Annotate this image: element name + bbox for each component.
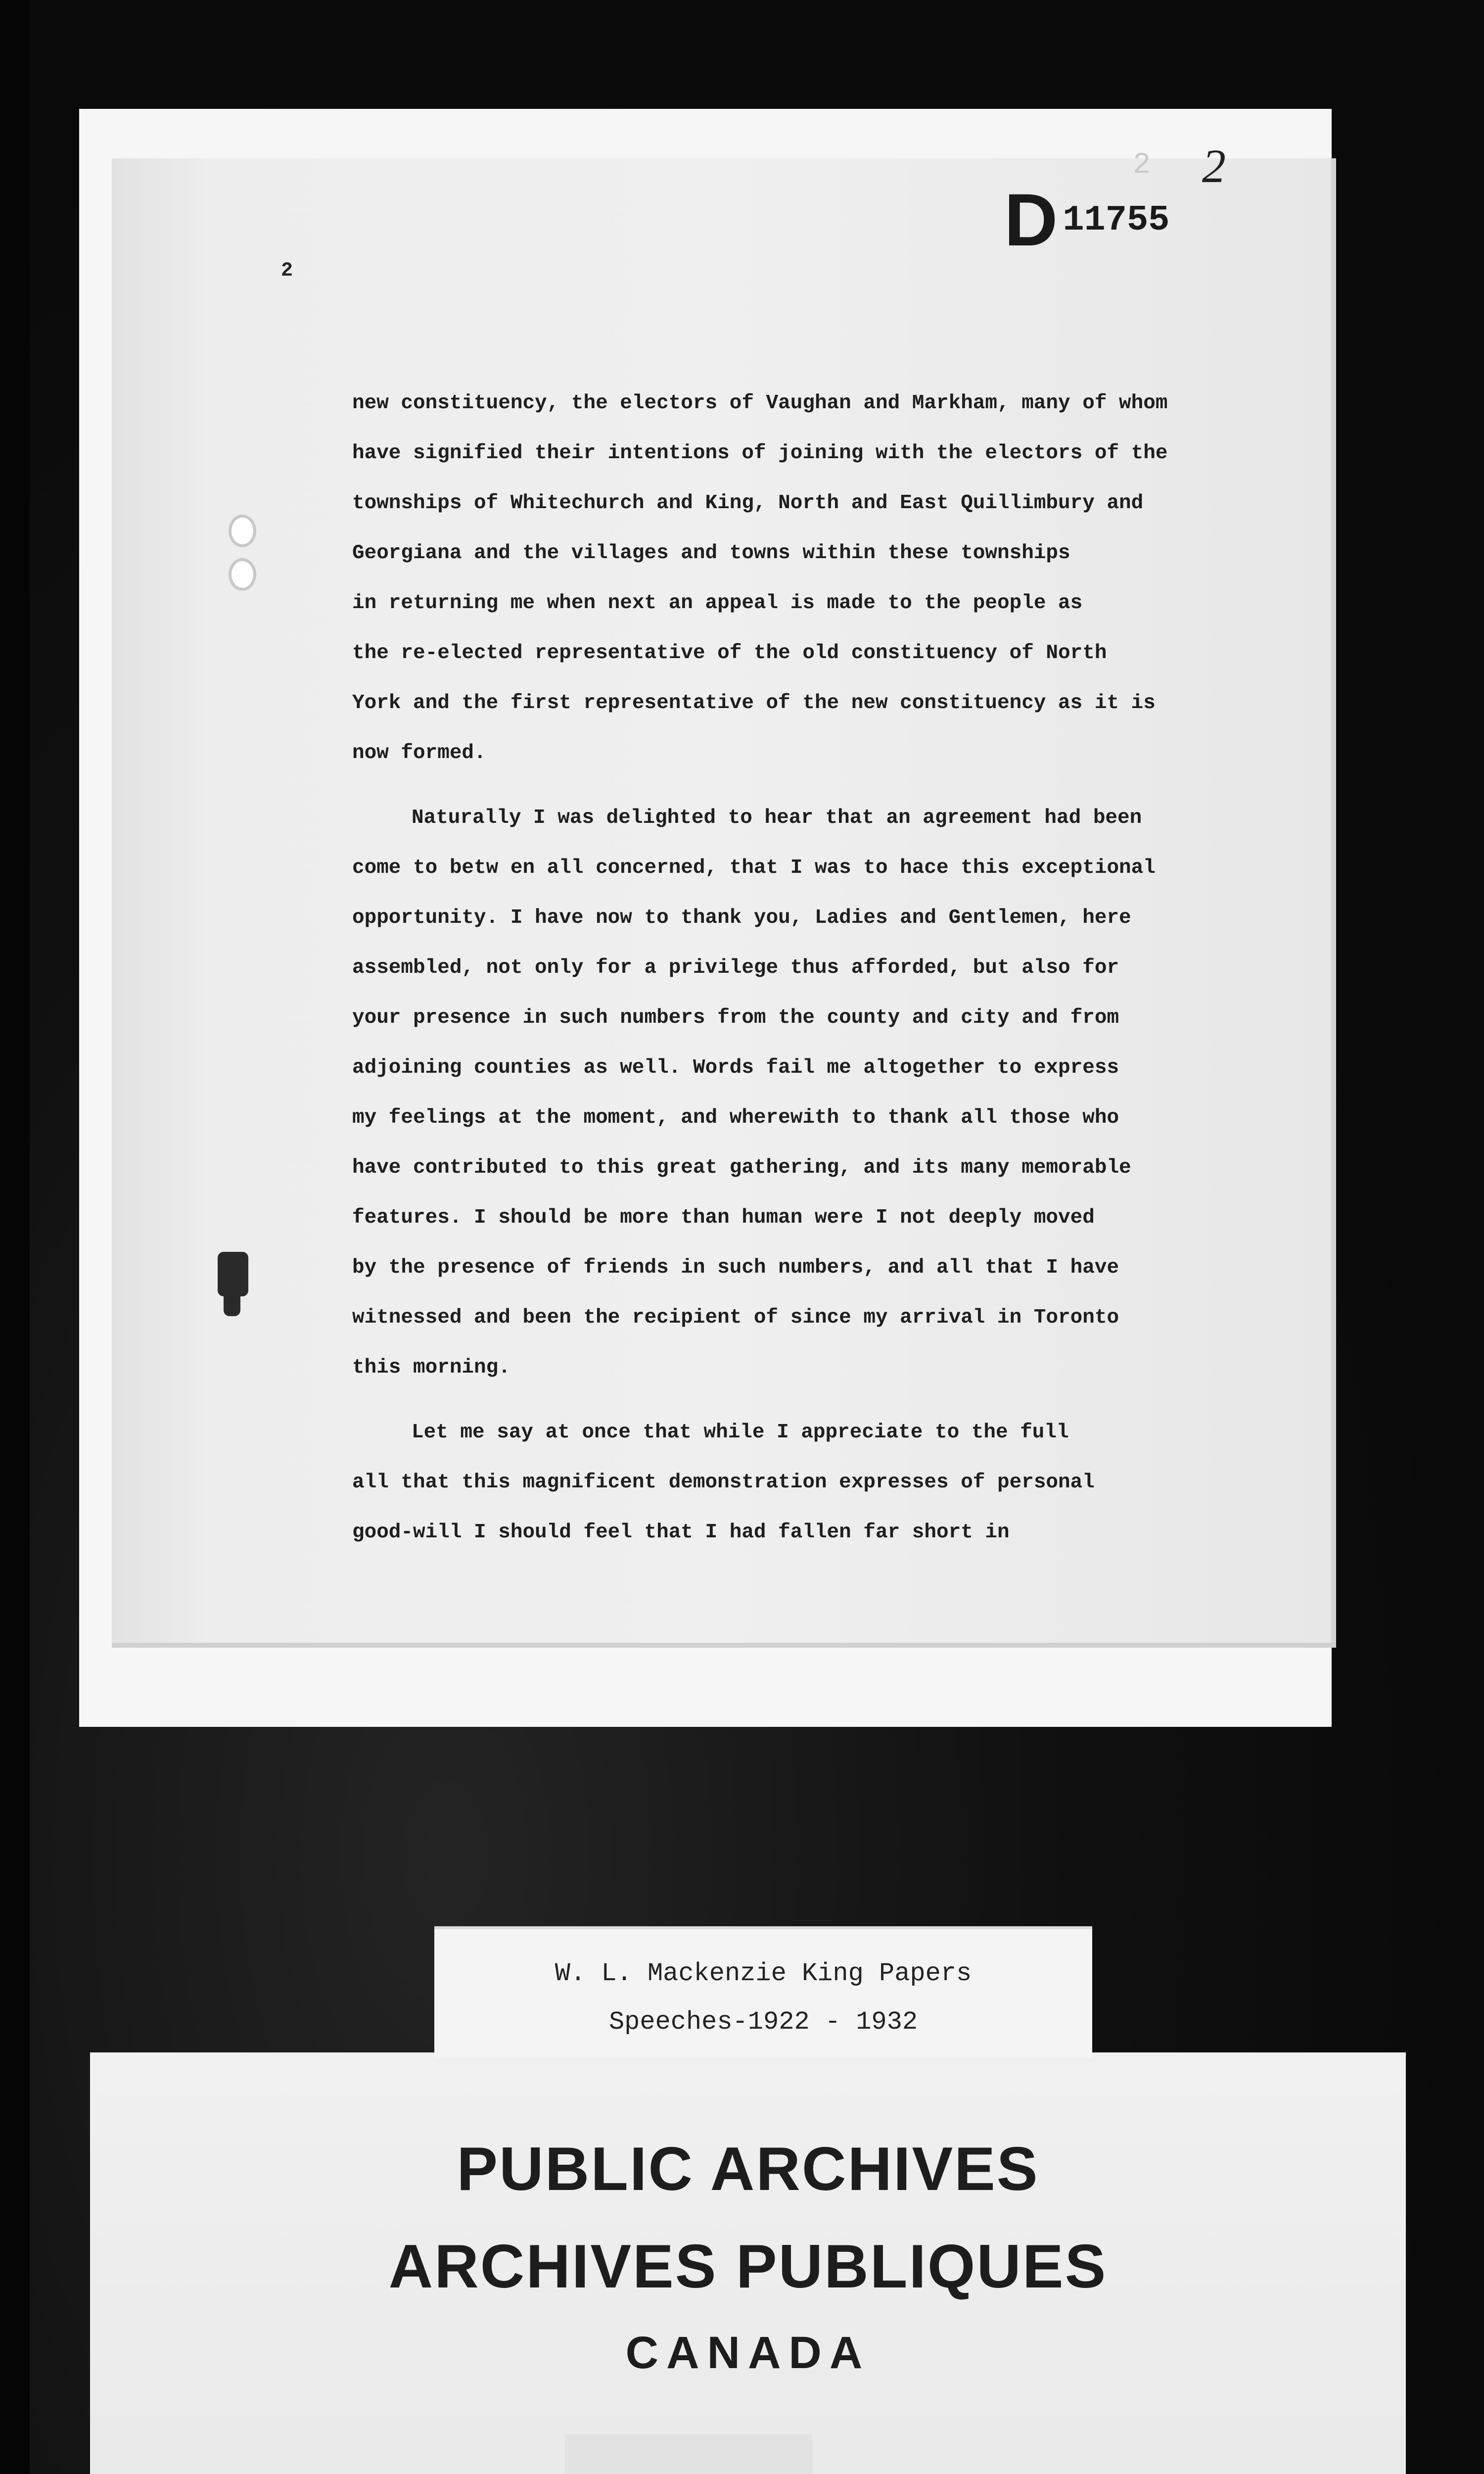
text-line: this morning. bbox=[352, 1356, 510, 1379]
text-line: your presence in such numbers from the county and city and from bbox=[352, 1006, 1119, 1029]
text-line: witnessed and been the recipient of since my arrival in Toronto bbox=[352, 1306, 1119, 1329]
text-line: the re-elected representative of the old constituency of North bbox=[352, 642, 1107, 665]
text-line: good-will I should feel that I had fallen far short in bbox=[352, 1521, 1010, 1544]
text-line: come to betw en all concerned, that I was to hace this exceptional bbox=[352, 856, 1156, 879]
paragraph-gap bbox=[352, 1393, 1233, 1408]
text-line: assembled, not only for a privilege thus afforded, but also for bbox=[352, 956, 1119, 979]
text-line: Naturally I was delighted to hear that an agreement had been bbox=[412, 807, 1142, 829]
text-line: by the presence of friends in such numbers, and all that I have bbox=[352, 1256, 1119, 1279]
text-line: opportunity. I have now to thank you, Ladies and Gentlemen, here bbox=[352, 906, 1131, 929]
document-stamp-number: 11755 bbox=[1063, 199, 1170, 240]
text-line: have signified their intentions of joining with the electors of the bbox=[352, 442, 1168, 465]
text-line: townships of Whitechurch and King, North and East Quillimbury and bbox=[352, 492, 1144, 515]
typed-body-text bbox=[352, 379, 1233, 1558]
punch-hole bbox=[229, 558, 256, 591]
text-line: York and the first representative of the new constituency as it is bbox=[352, 692, 1156, 714]
text-line: Georgiana and the villages and towns within these townships bbox=[352, 542, 1070, 565]
document-stamp bbox=[1004, 177, 1169, 263]
text-line: in returning me when next an appeal is made to the people as bbox=[352, 592, 1083, 615]
text-line: new constituency, the electors of Vaughan and Markham, many of whom bbox=[352, 392, 1168, 415]
archives-label-french: ARCHIVES PUBLIQUES bbox=[388, 2233, 1108, 2301]
text-line: all that this magnificent demonstration expresses of personal bbox=[352, 1471, 1095, 1494]
archives-label-english: PUBLIC ARCHIVES bbox=[457, 2135, 1039, 2203]
collection-name: W. L. Mackenzie King Papers bbox=[555, 1959, 972, 1988]
folio-number: 2 bbox=[1202, 140, 1226, 192]
text-line: Let me say at once that while I appreciate to the full bbox=[412, 1421, 1069, 1444]
collection-series: Speeches-1922 - 1932 bbox=[608, 2007, 918, 2037]
text-line: features. I should be more than human were I not deeply moved bbox=[352, 1206, 1095, 1229]
punch-hole bbox=[229, 515, 256, 547]
text-line: my feelings at the moment, and wherewith to thank all those who bbox=[352, 1106, 1119, 1129]
document-stamp-letter: D bbox=[1004, 178, 1058, 261]
paragraph-gap bbox=[352, 778, 1233, 793]
text-line: adjoining counties as well. Words fail me altogether to express bbox=[352, 1056, 1119, 1079]
text-line: now formed. bbox=[352, 742, 486, 764]
archives-label-country: CANADA bbox=[625, 2328, 871, 2378]
faint-folio-number: 2 bbox=[1133, 148, 1151, 182]
film-frame-edge bbox=[0, 0, 30, 2474]
tape-strip bbox=[565, 2434, 812, 2474]
text-line: have contributed to this great gathering, and its many memorable bbox=[352, 1156, 1131, 1179]
page-number: 2 bbox=[281, 260, 293, 282]
collection-label bbox=[434, 1926, 1092, 2058]
binder-clip bbox=[224, 1286, 240, 1316]
public-archives-label bbox=[90, 2052, 1406, 2474]
